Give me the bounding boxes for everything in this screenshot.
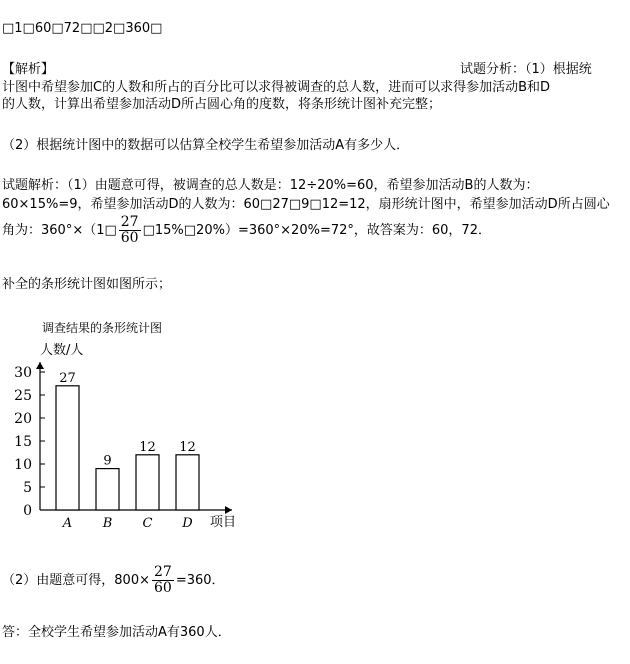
chart-title: 调查结果的条形统计图 bbox=[42, 321, 163, 335]
category-label-A: A bbox=[62, 516, 73, 531]
data-label-A: 27 bbox=[59, 370, 76, 386]
solution-line-3-post: □15%□20%）=360°×20%=72°，故答案为：60，72． bbox=[142, 223, 491, 238]
y-tick-label: 10 bbox=[14, 457, 32, 473]
bar-B bbox=[96, 469, 119, 510]
x-axis-arrow bbox=[225, 506, 232, 514]
category-label-C: C bbox=[142, 516, 153, 531]
analysis-line-3: 的人数，计算出希望参加活动D所占圆心角的度数，将条形统计图补充完整； bbox=[2, 97, 442, 112]
part2-fraction-denominator: 60 bbox=[153, 580, 172, 596]
data-label-B: 9 bbox=[103, 453, 112, 469]
analysis-line-4: （2）根据统计图中的数据可以估算全校学生希望参加活动A有多少人． bbox=[2, 138, 410, 153]
solution-line-3-pre: 角为：360°×（1□ bbox=[2, 223, 117, 238]
bar-A bbox=[56, 386, 79, 510]
y-tick-label: 20 bbox=[14, 411, 32, 427]
solution-line-3 bbox=[2, 215, 491, 247]
data-label-D: 12 bbox=[179, 439, 196, 455]
y-axis-arrow bbox=[36, 362, 44, 369]
category-label-D: D bbox=[182, 516, 193, 531]
data-label-C: 12 bbox=[139, 439, 156, 455]
bar-C bbox=[136, 455, 159, 510]
bar-chart bbox=[0, 318, 300, 538]
solution-line-1: 试题解析：（1）由题意可得，被调查的总人数是：12÷20%=60，希望参加活动B的人数为： bbox=[2, 178, 539, 193]
y-tick-label: 0 bbox=[23, 503, 32, 519]
y-tick-label: 30 bbox=[14, 365, 32, 381]
part2-fraction bbox=[152, 565, 174, 596]
chart-y-axis-label: 人数/人 bbox=[40, 343, 84, 358]
analysis-intro: 试题分析：（1）根据统 bbox=[460, 62, 592, 77]
top-answer-line: □1□60□72□□2□360□ bbox=[2, 21, 163, 36]
chart-category-labels bbox=[62, 516, 193, 531]
fraction-denominator: 60 bbox=[120, 230, 139, 246]
bar-D bbox=[176, 455, 199, 510]
fraction-numerator: 27 bbox=[120, 214, 139, 230]
part2-fraction-numerator: 27 bbox=[153, 564, 172, 580]
y-tick-label: 25 bbox=[14, 388, 32, 404]
solution-line-4: 补全的条形统计图如图所示； bbox=[2, 277, 172, 292]
chart-bars bbox=[56, 386, 199, 510]
solution-line-2: 60×15%=9，希望参加活动D的人数为：60□27□9□12=12，扇形统计图中，希望参加活动D所占圆心 bbox=[2, 197, 610, 212]
part2-post: =360． bbox=[175, 573, 225, 588]
analysis-line-2: 计图中希望参加C的人数和所占的百分比可以求得被调查的总人数，进而可以求得参加活动B和D bbox=[2, 80, 551, 95]
chart-x-axis-label: 项目 bbox=[210, 515, 237, 530]
y-tick-label: 5 bbox=[23, 480, 32, 496]
y-tick-label: 15 bbox=[14, 434, 32, 450]
fraction-27-60 bbox=[119, 215, 141, 246]
part2-line bbox=[2, 563, 225, 599]
chart-data-labels bbox=[59, 371, 196, 469]
analysis-label: 【解析】 bbox=[2, 62, 55, 77]
part2-pre: （2）由题意可得，800× bbox=[2, 573, 150, 588]
final-answer: 答：全校学生希望参加活动A有360人． bbox=[2, 625, 231, 640]
category-label-B: B bbox=[102, 516, 113, 531]
